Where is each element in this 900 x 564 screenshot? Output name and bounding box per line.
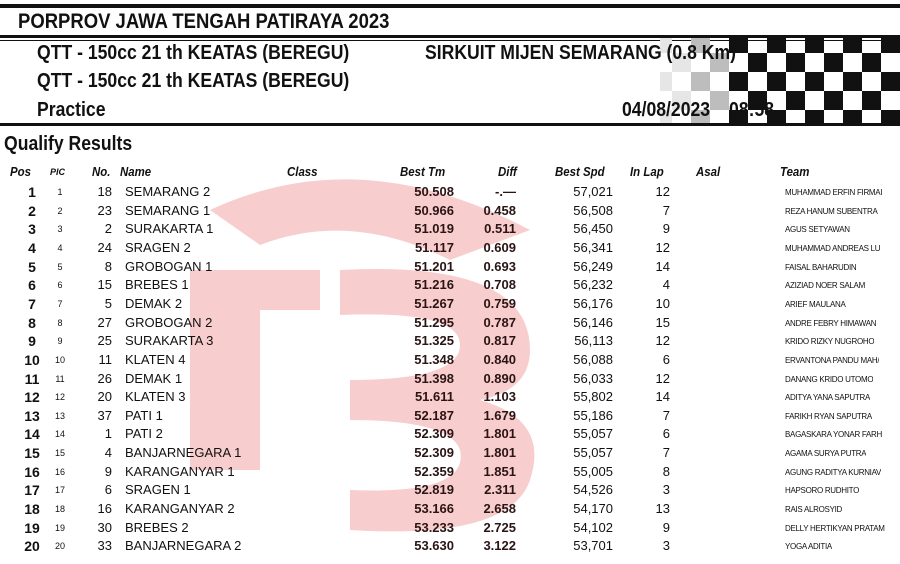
cell-best-tm: 51.611 <box>414 389 454 405</box>
cell-pic: 20 <box>54 541 65 552</box>
cell-diff: 2.725 <box>483 519 516 535</box>
col-header-class: Class <box>287 164 318 179</box>
cell-team: YOGA ADITIA <box>785 542 832 552</box>
flag-square <box>786 53 805 72</box>
cell-diff: 0.840 <box>483 351 516 367</box>
cell-diff: 3.122 <box>483 538 516 554</box>
header-bottom-rule <box>0 123 900 126</box>
cell-team: ANDRE FEBRY HIMAWAN <box>785 318 877 328</box>
cell-diff: 1.801 <box>483 445 516 461</box>
cell-name: SRAGEN 2 <box>125 239 191 255</box>
table-row <box>0 500 900 518</box>
col-header-in-lap: In Lap <box>630 164 664 179</box>
cell-best-spd: 55,802 <box>573 389 613 405</box>
cell-best-tm: 53.166 <box>414 501 454 517</box>
table-row <box>0 183 900 201</box>
cell-no: 24 <box>97 239 112 255</box>
cell-diff: 2.311 <box>484 482 516 498</box>
flag-square <box>843 110 862 124</box>
cell-name: SEMARANG 2 <box>125 184 211 199</box>
cell-pos: 6 <box>28 277 36 294</box>
cell-no: 15 <box>97 277 112 293</box>
cell-pic: 19 <box>54 522 65 533</box>
cell-pos: 17 <box>24 482 40 499</box>
cell-best-spd: 56,249 <box>573 258 613 274</box>
cell-best-spd: 56,508 <box>573 202 613 218</box>
cell-name: GROBOGAN 2 <box>125 314 213 330</box>
cell-name: KLATEN 3 <box>125 389 186 405</box>
session-label: Practice <box>37 99 106 121</box>
cell-in-lap: 9 <box>662 519 670 535</box>
flag-square <box>710 91 729 110</box>
cell-best-tm: 52.819 <box>414 482 454 498</box>
cell-no: 37 <box>97 407 112 423</box>
cell-no: 6 <box>104 482 112 498</box>
cell-best-spd: 54,102 <box>573 519 613 535</box>
cell-best-tm: 53.233 <box>414 519 454 535</box>
cell-team: DELLY HERTIKYAN PRATAM <box>785 523 885 533</box>
cell-best-spd: 53,701 <box>573 538 613 554</box>
cell-pic: 16 <box>54 466 65 477</box>
table-row <box>0 239 900 257</box>
cell-pic: 8 <box>57 317 63 328</box>
col-header-pic: PIC <box>50 167 66 177</box>
cell-best-tm: 51.019 <box>414 221 454 237</box>
cell-best-tm: 51.295 <box>414 314 454 330</box>
cell-team: MUHAMMAD ANDREAS LU <box>785 243 881 253</box>
cell-best-spd: 57,021 <box>573 184 613 199</box>
cell-in-lap: 12 <box>655 239 670 255</box>
cell-best-spd: 54,170 <box>573 501 613 517</box>
col-header-diff: Diff <box>498 164 517 179</box>
cell-in-lap: 9 <box>662 221 670 237</box>
cell-best-spd: 54,526 <box>573 482 613 498</box>
cell-pos: 20 <box>24 538 40 555</box>
cell-team: AGUS SETYAWAN <box>785 225 850 235</box>
flag-square <box>843 72 862 91</box>
cell-no: 30 <box>97 519 112 535</box>
cell-no: 26 <box>97 370 112 386</box>
table-row <box>0 425 900 443</box>
cell-best-tm: 51.216 <box>414 277 454 293</box>
cell-best-tm: 52.187 <box>414 407 454 423</box>
flag-square <box>805 38 824 53</box>
cell-in-lap: 6 <box>662 351 670 367</box>
cell-name: BREBES 1 <box>125 277 189 293</box>
col-header-no: No. <box>92 164 111 179</box>
time-label: 08:58 <box>729 99 775 121</box>
cell-pos: 5 <box>28 258 36 275</box>
cell-name: DEMAK 1 <box>125 370 183 386</box>
cell-best-tm: 51.267 <box>414 295 454 311</box>
cell-pic: 9 <box>57 336 63 347</box>
cell-name: BREBES 2 <box>125 519 189 535</box>
cell-best-tm: 52.309 <box>414 426 454 442</box>
flag-square <box>805 110 824 124</box>
cell-best-tm: 50.966 <box>414 202 454 218</box>
cell-pos: 10 <box>24 351 40 368</box>
table-row <box>0 351 900 369</box>
cell-best-spd: 55,186 <box>573 407 613 423</box>
cell-diff: 0.511 <box>484 221 516 237</box>
cell-in-lap: 3 <box>662 482 670 498</box>
cell-pic: 12 <box>54 392 65 403</box>
cell-pos: 14 <box>24 426 40 443</box>
flag-square <box>805 72 824 91</box>
cell-diff: 0.708 <box>483 277 516 293</box>
cell-best-tm: 51.325 <box>414 333 454 349</box>
cell-best-spd: 56,341 <box>573 239 613 255</box>
cell-best-spd: 56,450 <box>573 221 613 237</box>
cell-diff: 0.609 <box>483 239 516 255</box>
col-header-asal: Asal <box>696 164 721 179</box>
cell-team: FARIKH RYAN SAPUTRA <box>785 411 872 421</box>
flag-square <box>729 72 748 91</box>
col-header-best-spd: Best Spd <box>555 164 605 179</box>
cell-best-tm: 50.508 <box>414 184 454 199</box>
date-label: 04/08/2023 <box>622 99 711 121</box>
cell-pos: 19 <box>24 519 40 536</box>
cell-no: 5 <box>104 295 112 311</box>
cell-team: HAPSORO RUDHITO <box>785 486 860 496</box>
cell-pos: 7 <box>28 295 36 312</box>
cell-name: GROBOGAN 1 <box>125 258 213 274</box>
flag-square <box>767 38 786 53</box>
cell-best-tm: 52.359 <box>414 463 454 479</box>
cell-pos: 11 <box>24 370 40 387</box>
cell-name: PATI 1 <box>125 407 163 423</box>
cell-in-lap: 15 <box>655 314 670 330</box>
cell-pic: 11 <box>55 373 65 384</box>
cell-no: 18 <box>97 184 112 199</box>
cell-team: DANANG KRIDO UTOMO <box>785 374 874 384</box>
col-header-best-tm: Best Tm <box>400 164 446 179</box>
class-line-2: QTT - 150cc 21 th KEATAS (BEREGU) <box>37 70 350 92</box>
col-header-pos: Pos <box>10 164 31 179</box>
cell-in-lap: 6 <box>662 426 670 442</box>
cell-name: KARANGANYAR 2 <box>125 501 235 517</box>
cell-pic: 1 <box>57 187 63 197</box>
circuit-label: SIRKUIT MIJEN SEMARANG (0.8 Km) <box>425 42 736 64</box>
cell-no: 11 <box>98 351 112 367</box>
table-row <box>0 519 900 537</box>
cell-best-spd: 56,146 <box>573 314 613 330</box>
cell-pic: 5 <box>57 261 63 272</box>
flag-square <box>691 72 710 91</box>
cell-name: BANJARNEGARA 2 <box>125 538 242 554</box>
cell-best-spd: 56,176 <box>573 295 613 311</box>
table-row <box>0 388 900 406</box>
cell-no: 16 <box>97 501 112 517</box>
flag-square <box>660 72 672 91</box>
cell-best-tm: 51.201 <box>414 258 454 274</box>
section-title: Qualify Results <box>4 133 133 155</box>
cell-team: ADITYA YANA SAPUTRA <box>785 393 870 403</box>
cell-in-lap: 12 <box>655 370 670 386</box>
cell-team: REZA HANUM SUBENTRA <box>785 206 878 216</box>
cell-no: 4 <box>104 445 112 461</box>
cell-pic: 15 <box>54 448 65 459</box>
cell-pos: 9 <box>28 333 36 350</box>
cell-name: SEMARANG 1 <box>125 202 211 218</box>
table-row <box>0 314 900 332</box>
cell-diff: 1.103 <box>483 389 516 405</box>
cell-team: AGUNG RADITYA KURNIAV <box>785 467 882 477</box>
class-line-1: QTT - 150cc 21 th KEATAS (BEREGU) <box>37 42 350 64</box>
flag-square <box>767 72 786 91</box>
cell-best-tm: 51.348 <box>414 351 454 367</box>
cell-pos: 3 <box>28 221 36 238</box>
cell-pic: 18 <box>54 504 65 515</box>
cell-diff: 0.693 <box>483 258 516 274</box>
cell-diff: 1.801 <box>483 426 516 442</box>
event-title: PORPROV JAWA TENGAH PATIRAYA 2023 <box>18 10 390 33</box>
cell-team: ERVANTONA PANDU MAH/ <box>785 355 880 365</box>
cell-no: 20 <box>97 389 112 405</box>
cell-best-spd: 55,057 <box>573 426 613 442</box>
cell-best-tm: 52.309 <box>414 445 454 461</box>
cell-no: 8 <box>104 258 112 274</box>
flag-square <box>881 72 900 91</box>
cell-best-spd: 56,232 <box>573 277 613 293</box>
table-row <box>0 407 900 425</box>
cell-in-lap: 14 <box>655 389 670 405</box>
cell-team: MUHAMMAD ERFIN FIRMAI <box>785 188 883 197</box>
cell-best-tm: 53.630 <box>414 538 454 554</box>
cell-no: 25 <box>97 333 112 349</box>
cell-diff: 2.658 <box>483 501 516 517</box>
cell-pos: 8 <box>28 314 36 331</box>
cell-best-tm: 51.117 <box>414 239 454 255</box>
cell-diff: 0.787 <box>483 314 516 330</box>
table-row <box>0 202 900 220</box>
cell-no: 27 <box>97 314 112 330</box>
top-rule <box>0 4 900 8</box>
cell-diff: 0.817 <box>483 333 516 349</box>
table-row <box>0 481 900 499</box>
cell-pic: 6 <box>57 280 63 291</box>
cell-pic: 13 <box>54 410 65 421</box>
cell-no: 23 <box>97 202 112 218</box>
cell-in-lap: 4 <box>662 277 670 293</box>
cell-team: BAGASKARA YONAR FARH <box>785 430 882 440</box>
cell-pos: 18 <box>24 501 40 518</box>
cell-pos: 13 <box>24 407 40 424</box>
cell-pos: 4 <box>28 239 36 256</box>
table-row <box>0 276 900 294</box>
cell-pic: 10 <box>54 354 65 365</box>
cell-in-lap: 7 <box>662 202 670 218</box>
table-row <box>0 220 900 238</box>
cell-no: 1 <box>104 426 112 442</box>
cell-diff: -.— <box>495 184 516 199</box>
table-row <box>0 463 900 481</box>
cell-best-spd: 55,057 <box>573 445 613 461</box>
cell-pic: 3 <box>57 224 63 235</box>
cell-pic: 14 <box>54 429 65 440</box>
cell-pos: 12 <box>24 389 40 406</box>
cell-best-tm: 51.398 <box>414 370 454 386</box>
cell-team: AZIZIAD NOER SALAM <box>785 281 865 291</box>
cell-best-spd: 56,088 <box>573 351 613 367</box>
cell-team: FAISAL BAHARUDIN <box>785 262 857 272</box>
cell-no: 33 <box>97 538 112 554</box>
cell-team: ARIEF MAULANA <box>785 299 846 309</box>
cell-name: BANJARNEGARA 1 <box>125 445 242 461</box>
table-row <box>0 370 900 388</box>
cell-team: AGAMA SURYA PUTRA <box>785 449 867 459</box>
cell-name: SRAGEN 1 <box>125 482 191 498</box>
cell-pic: 4 <box>57 242 63 253</box>
cell-pos: 15 <box>24 445 40 462</box>
cell-team: RAIS ALROSYID <box>785 505 843 515</box>
cell-name: DEMAK 2 <box>125 295 183 311</box>
cell-name: KARANGANYAR 1 <box>125 463 235 479</box>
cell-pos: 1 <box>28 184 36 200</box>
cell-diff: 0.890 <box>483 370 516 386</box>
cell-best-spd: 56,113 <box>574 333 613 349</box>
cell-team: KRIDO RIZKY NUGROHO <box>785 337 875 347</box>
flag-square <box>881 110 900 124</box>
cell-in-lap: 13 <box>655 501 670 517</box>
table-row <box>0 258 900 276</box>
cell-in-lap: 7 <box>662 407 670 423</box>
cell-pic: 17 <box>54 485 65 496</box>
col-header-name: Name <box>120 164 152 179</box>
cell-diff: 0.458 <box>483 202 516 218</box>
cell-diff: 0.759 <box>483 295 516 311</box>
flag-square <box>843 38 862 53</box>
flag-square <box>748 53 767 72</box>
cell-in-lap: 7 <box>662 445 670 461</box>
cell-in-lap: 8 <box>662 463 670 479</box>
flag-square <box>824 91 843 110</box>
table-row <box>0 332 900 350</box>
flag-square <box>862 91 881 110</box>
cell-pic: 7 <box>57 298 63 309</box>
cell-in-lap: 3 <box>662 538 670 554</box>
cell-pic: 2 <box>57 205 63 216</box>
cell-best-spd: 56,033 <box>573 370 613 386</box>
cell-in-lap: 14 <box>655 258 670 274</box>
cell-in-lap: 10 <box>655 295 670 311</box>
cell-best-spd: 55,005 <box>573 463 613 479</box>
cell-diff: 1.851 <box>483 463 516 479</box>
flag-square <box>862 53 881 72</box>
cell-name: SURAKARTA 1 <box>125 221 214 237</box>
cell-no: 2 <box>104 221 112 237</box>
table-row <box>0 444 900 462</box>
flag-square <box>881 38 900 53</box>
table-row <box>0 295 900 313</box>
flag-square <box>824 53 843 72</box>
table-row <box>0 537 900 555</box>
cell-name: KLATEN 4 <box>125 351 186 367</box>
col-header-team: Team <box>780 164 810 179</box>
cell-diff: 1.679 <box>483 407 516 423</box>
cell-name: PATI 2 <box>125 426 163 442</box>
cell-pos: 16 <box>24 463 40 480</box>
cell-in-lap: 12 <box>655 184 670 199</box>
flag-square <box>786 91 805 110</box>
cell-name: SURAKARTA 3 <box>125 333 214 349</box>
cell-in-lap: 12 <box>655 333 670 349</box>
cell-pos: 2 <box>28 202 36 219</box>
cell-no: 9 <box>104 463 112 479</box>
